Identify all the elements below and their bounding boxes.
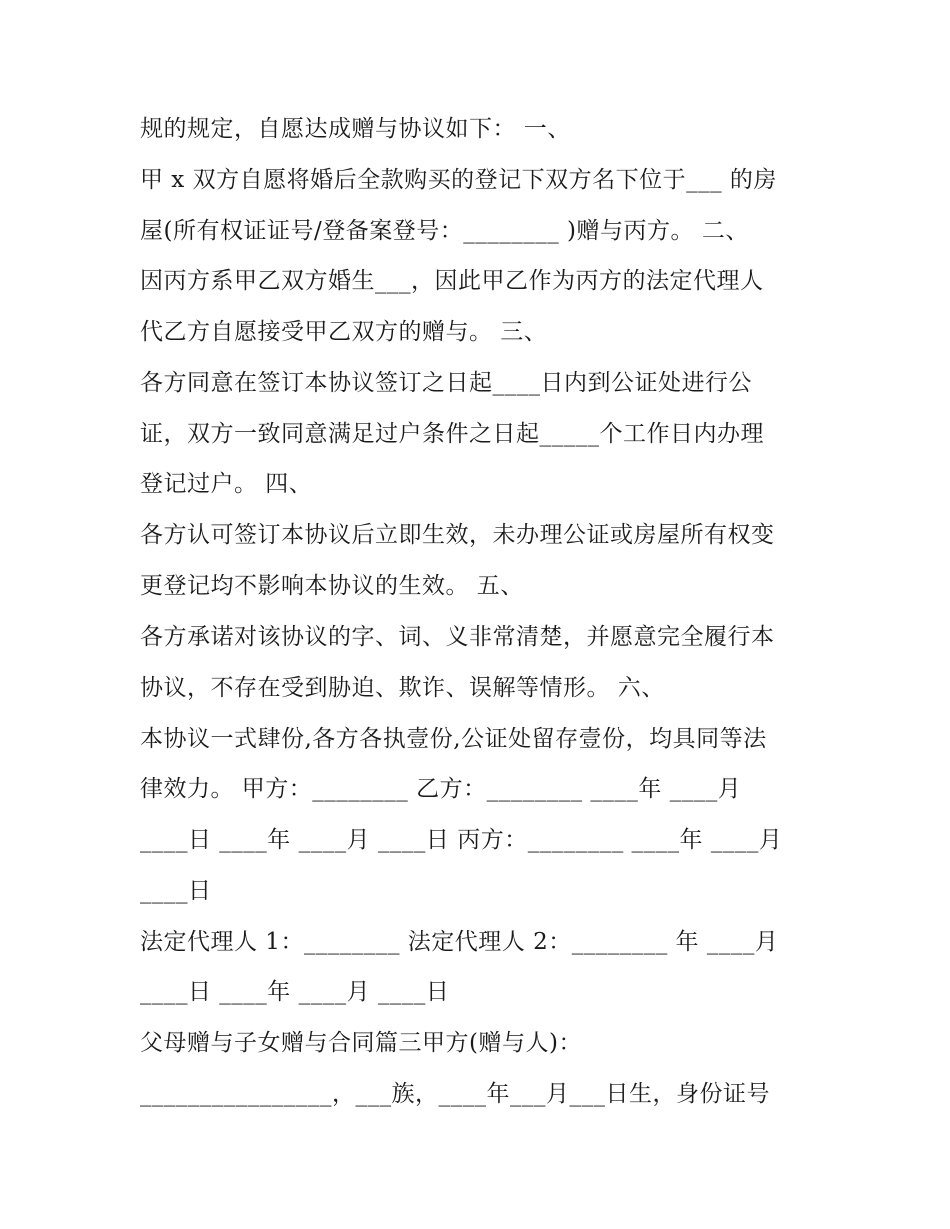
text-line: 法定代理人 1：________ 法定代理人 2：________ 年 ____月 <box>140 929 779 955</box>
text-line: ________________，___族，____年___月___日生，身份证号 <box>140 1081 770 1107</box>
text-line: 各方同意在签订本协议签订之日起____日内到公证处进行公 <box>140 370 752 396</box>
text-line: ____日 ____年 ____月 ____日 丙方：________ ____年 ____月 <box>140 827 783 853</box>
text-line: 父母赠与子女赠与合同篇三甲方(赠与人)： <box>140 1030 582 1056</box>
text-line: 代乙方自愿接受甲乙双方的赠与。 三、 <box>140 319 548 345</box>
text-line: 协议，不存在受到胁迫、欺诈、误解等情形。 六、 <box>140 675 665 701</box>
text-line: 规的规定，自愿达成赠与协议如下： 一、 <box>140 116 571 142</box>
text-line: ____日 <box>140 878 212 904</box>
text-line: 甲 x 双方自愿将婚后全款购买的登记下双方名下位于___ 的房 <box>140 167 777 193</box>
text-line: 因丙方系甲乙双方婚生___，因此甲乙作为丙方的法定代理人 <box>140 268 764 294</box>
text-line: 证，双方一致同意满足过户条件之日起_____个工作日内办理 <box>140 421 764 447</box>
text-line: 屋(所有权证证号/登备案登号：________ )赠与丙方。 二、 <box>140 218 749 244</box>
text-line: 律效力。 甲方：________ 乙方：________ ____年 ____月 <box>140 776 742 802</box>
text-line: 登记过户。 四、 <box>140 471 313 497</box>
text-line: 本协议一式肆份,各方各执壹份,公证处留存壹份，均具同等法 <box>140 726 767 752</box>
text-line: 各方承诺对该协议的字、词、义非常清楚，并愿意完全履行本 <box>140 624 775 650</box>
text-line: ____日 ____年 ____月 ____日 <box>140 979 450 1005</box>
text-line: 更登记均不影响本协议的生效。 五、 <box>140 573 524 599</box>
text-line: 各方认可签订本协议后立即生效，未办理公证或房屋所有权变 <box>140 522 775 548</box>
